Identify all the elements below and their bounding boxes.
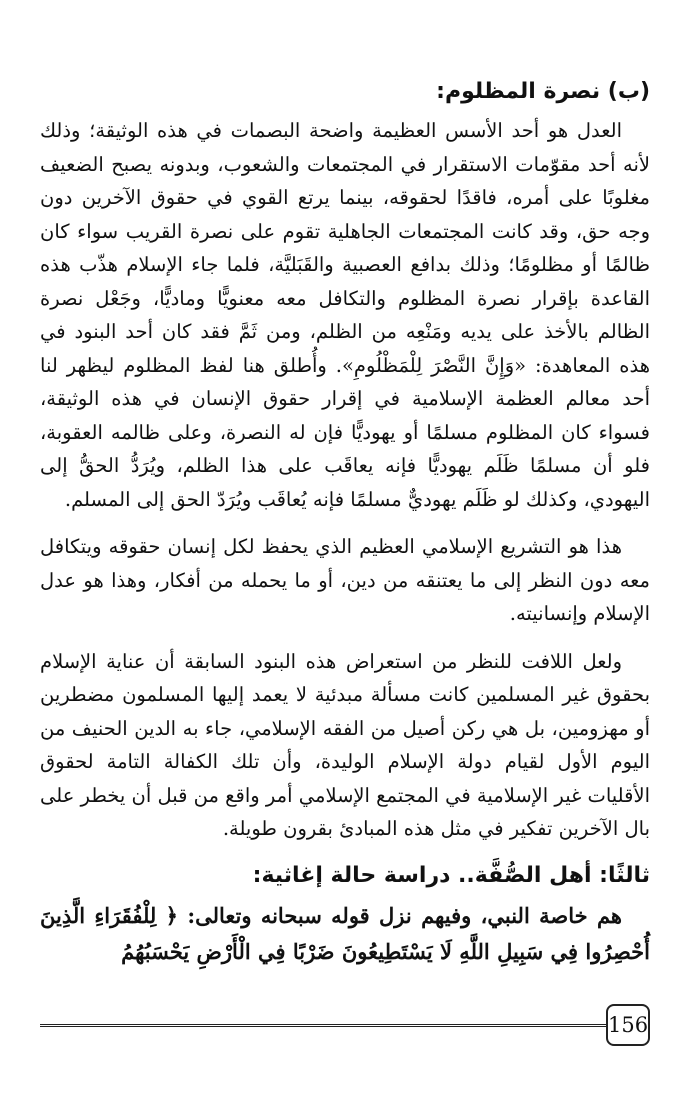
page-footer <box>40 1004 650 1048</box>
section-b-paragraph-1: العدل هو أحد الأسس العظيمة واضحة البصمات في هذه الوثيقة؛ وذلك لأنه أحد مقوّمات الاستقرار في المجتمعات والشعوب، وبدونه يصبح الضعيف مغلوبًا على أمره، فاقدًا لحقوقه، بينما يرتع القوي في حقوق الآخرين دون وجه حق، وقد كانت المجتمعات الجاهلية تقوم على نصرة القريب سواء كان ظالمًا أو مظلومًا؛ وذلك بدافع العصبية والقَبَليَّة، فلما جاء الإسلام هذّب هذه القاعدة بإقرار نصرة المظلوم والتكافل معه معنويًّا وماديًّا، وجَعْل نصرة الظالم بالأخذ على يديه ومَنْعِه من الظلم، ومن ثَمَّ فقد كان أحد البنود في هذه المعاهدة: «وَإِنَّ النَّصْرَ لِلْمَظْلُومِ». وأُطلق هنا لفظ المظلوم ليظهر لنا أحد معالم العظمة الإسلامية في إقرار حقوق الإنسان في هذه الوثيقة، فسواء كان المظلوم مسلمًا أو يهوديًّا فإن له النصرة، وعلى ظالمه العقوبة، فلو أن مسلمًا ظَلَم يهوديًّا فإنه يعاقَب على هذا الظلم، ويُرَدُّ الحقُّ إلى اليهودي، وكذلك لو ظَلَم يهوديٌّ مسلمًا فإنه يُعاقَب ويُرَدّ الحق إلى المسلم. <box>40 119 650 511</box>
section-b-heading: (ب) نصرة المظلوم: <box>436 79 650 104</box>
page-body <box>40 76 650 984</box>
section-b-paragraph-3: ولعل اللافت للنظر من استعراض هذه البنود السابقة أن عناية الإسلام بحقوق غير المسلمين كانت مسألة مبدئية لا يعمد إليها المسلمون مضطرين أو مهزومين، بل هي ركن أصيل من الفقه الإسلامي، جاء به الدين الحنيف من اليوم الأول لقيام دولة الإسلام الوليدة، وأن تلك الكفالة التامة لحقوق الأقليات غير الإسلامية في المجتمع الإسلامي أمر واقع من قبل أن يخطر على بال الآخرين تفكير في مثل هذه المبادئ بقرون طويلة. <box>40 649 650 840</box>
footer-divider <box>40 1024 610 1027</box>
section-3-heading: ثالثًا: أهل الصُّفَّة.. دراسة حالة إغاثية: <box>252 862 650 888</box>
section-b-paragraph-2: هذا هو التشريع الإسلامي العظيم الذي يحفظ لكل إنسان حقوقه ويتكافل معه دون النظر إلى ما يعتنقه من دين، أو ما يحمله من أفكار، وهذا هو عدل الإسلام وإنسانيته. <box>40 535 650 625</box>
page-number: 156 <box>606 1004 650 1046</box>
section-3-intro-with-verse: هم خاصة النبي، وفيهم نزل قوله سبحانه وتعالى: ﴿ لِلْفُقَرَاءِ الَّذِينَ أُحْصِرُوا فِي سَبِيلِ اللَّهِ لَا يَسْتَطِيعُونَ ضَرْبًا فِي الْأَرْضِ يَحْسَبُهُمُ <box>40 902 650 964</box>
